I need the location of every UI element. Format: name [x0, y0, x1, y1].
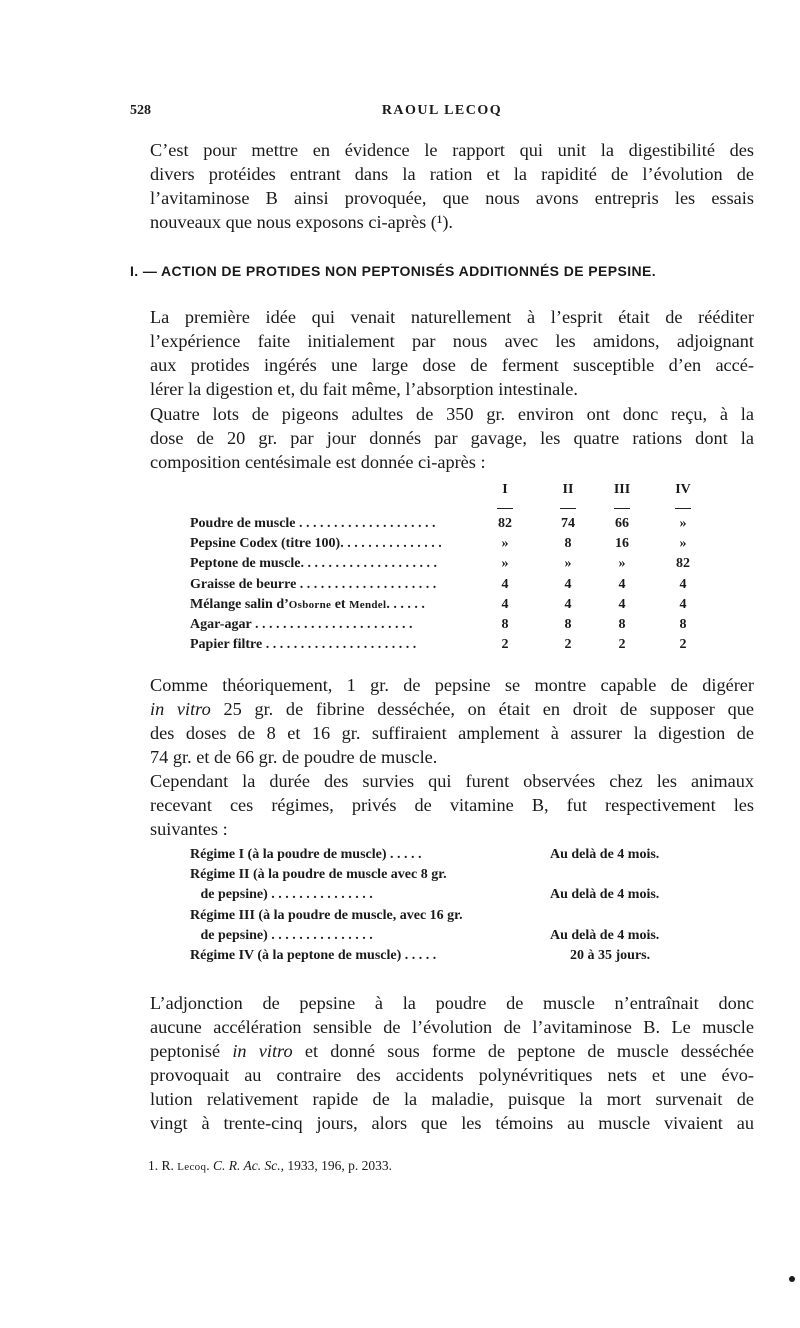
cell: »: [618, 556, 626, 572]
cell: 4: [564, 576, 572, 592]
cell: 82: [676, 556, 690, 572]
cell: 4: [564, 596, 572, 612]
list-item: [190, 908, 710, 928]
cell: 4: [501, 576, 509, 592]
cell: 2: [501, 637, 509, 653]
column-header: II: [562, 482, 574, 497]
footnote-author: Lecoq: [177, 1161, 207, 1173]
row-label: Papier filtre . . . . . . . . . . . . . . . . . . . . . .: [190, 637, 417, 653]
row-label: Mélange salin d’Osborne et Mendel. . . . . .: [190, 596, 425, 612]
paragraph-2: [130, 402, 754, 474]
text-line: recevant ces régimes, privés de vitamine B, fut respectivement les: [150, 795, 754, 815]
rule: [614, 508, 630, 509]
table-row: [170, 597, 730, 617]
text-line: Quatre lots de pigeons adultes de 350 gr. environ ont donc reçu, à la: [150, 404, 754, 424]
label-text: Peptone de muscle: [190, 556, 301, 572]
text-line: l’avitaminose B ainsi provoquée, que nous avons entrepris les essais: [150, 188, 754, 208]
table-row: [170, 577, 730, 597]
cell: »: [564, 556, 572, 572]
regime-text: de pepsine) . . . . . . . . . . . . . . .: [190, 927, 373, 943]
regime-text: Régime II (à la poudre de muscle avec 8 gr.: [190, 867, 447, 883]
text-line: [130, 210, 754, 234]
cell: 4: [618, 576, 626, 592]
text-line: aux protides ingérés une large dose de ferment susceptible d’en accé-: [150, 355, 754, 375]
text-line: composition centésimale est donnée ci-après :: [150, 452, 486, 472]
cell: 8: [501, 616, 509, 632]
regime-text: de pepsine) . . . . . . . . . . . . . . .: [190, 887, 373, 903]
cell: 2: [679, 637, 687, 653]
cell: »: [501, 536, 509, 552]
column-header: I: [502, 482, 508, 497]
rule: [497, 508, 513, 509]
label-text: et: [331, 596, 350, 612]
cell: 4: [679, 576, 687, 592]
author-name: Osborne: [288, 598, 332, 611]
cell: 2: [564, 637, 572, 653]
survival-result: 20 à 35 jours.: [570, 947, 651, 963]
survival-result: Au delà de 4 mois.: [550, 887, 660, 903]
table-row: [170, 556, 730, 576]
cell: 8: [564, 616, 572, 632]
text-line: Comme théoriquement, 1 gr. de pepsine se montre capable de digérer: [150, 675, 754, 695]
regime-text: Régime IV (à la peptone de muscle) . . . . .: [190, 947, 437, 963]
footnote-ref: (¹).: [430, 212, 453, 232]
label-text: Poudre de muscle: [190, 516, 296, 531]
italic-text: in vitro: [232, 1041, 293, 1061]
text-line: L’adjonction de pepsine à la poudre de muscle n’entraînait donc: [150, 993, 754, 1013]
list-item: [190, 847, 710, 867]
text-line: lérer la digestion et, du fait même, l’absorption intestinale.: [150, 379, 578, 399]
text-line: aucune accélération sensible de l’évolution de l’avitaminose B. Le muscle: [150, 1017, 754, 1037]
text-line: [130, 1039, 754, 1063]
footnote: 1. R. Lecoq. C. R. Ac. Sc., 1933, 196, p. 2033.: [148, 1158, 392, 1173]
cell: »: [501, 556, 509, 572]
row-label: Peptone de muscle. . . . . . . . . . . . . . . . . . . .: [190, 556, 437, 572]
italic-text: in vitro: [150, 699, 211, 719]
text-line: divers protéides entrant dans la ration et la rapidité de l’évolution de: [150, 164, 754, 184]
survival-result: Au delà de 4 mois.: [550, 927, 660, 943]
label-text: Agar-agar: [190, 616, 252, 632]
text-line: 74 gr. et de 66 gr. de poudre de muscle.: [150, 747, 438, 767]
list-item: [190, 887, 710, 907]
table-row: [170, 637, 730, 657]
cell: 4: [618, 596, 626, 612]
text-line: C’est pour mettre en évidence le rapport qui unit la digestibilité des: [150, 140, 754, 160]
composition-table: [170, 482, 730, 657]
author-name: Mendel: [349, 598, 387, 611]
table-row: [170, 516, 730, 536]
footnote-author-initial: R.: [161, 1158, 174, 1173]
regime-text: Régime III (à la poudre de muscle, avec 16 gr.: [190, 907, 463, 923]
list-item: [190, 928, 710, 948]
column-header: IV: [675, 482, 691, 497]
cell: 66: [615, 516, 629, 531]
scan-mark: [789, 1276, 795, 1282]
table-row: [170, 617, 730, 637]
rule: [560, 508, 576, 509]
text-line: des doses de 8 et 16 gr. suffiraient amplement à assurer la digestion de: [150, 723, 754, 743]
row-label: Poudre de muscle . . . . . . . . . . . . . . . . . . . .: [190, 516, 436, 531]
text-span: nouveaux que nous exposons ci-après: [150, 212, 427, 232]
list-item: [190, 867, 710, 887]
cell: 82: [498, 516, 512, 531]
section-heading: I. — ACTION DE PROTIDES NON PEPTONISÉS ADDITIONNÉS DE PEPSINE.: [130, 263, 657, 279]
table-row: [170, 536, 730, 556]
text-span: et donné sous forme de peptone de muscle desséchée: [292, 1041, 755, 1061]
footnote-citation: , 1933, 196, p. 2033.: [280, 1158, 392, 1173]
rule: [675, 508, 691, 509]
footnote-number: 1.: [148, 1158, 159, 1173]
regime-text: Régime I (à la poudre de muscle) . . . . .: [190, 847, 422, 862]
row-label: Graisse de beurre . . . . . . . . . . . . . . . . . . . .: [190, 576, 437, 592]
label-text: Mélange salin d’: [190, 596, 289, 612]
label-text: Papier filtre: [190, 637, 263, 653]
cell: 4: [679, 596, 687, 612]
page-number: 528: [130, 103, 151, 118]
text-line: provoquait au contraire des accidents polynévritiques nets et une évo-: [150, 1065, 754, 1085]
paragraph-1: [130, 305, 754, 401]
paragraph-5: [130, 991, 754, 1135]
text-line: Cependant la durée des survies qui furent observées chez les animaux: [150, 771, 754, 791]
text-line: suivantes :: [150, 819, 228, 839]
survival-list: [190, 847, 710, 968]
footnote-journal: C. R. Ac. Sc.: [213, 1158, 281, 1173]
survival-result: Au delà de 4 mois.: [550, 847, 660, 862]
list-item: [190, 948, 710, 968]
cell: 4: [501, 596, 509, 612]
header-rules: [170, 502, 730, 516]
cell: 16: [615, 536, 629, 552]
text-span: peptonisé: [150, 1041, 233, 1061]
label-text: Pepsine Codex (titre 100): [190, 536, 341, 552]
text-line: [130, 697, 754, 721]
running-title: RAOUL LECOQ: [381, 103, 503, 118]
text-line: vingt à trente-cinq jours, alors que les témoins au muscle vivaient au: [150, 1113, 754, 1133]
intro-paragraph: [130, 138, 754, 234]
row-label: Pepsine Codex (titre 100). . . . . . . . . . . . . . .: [190, 536, 442, 552]
cell: »: [679, 516, 687, 531]
row-label: Agar-agar . . . . . . . . . . . . . . . . . . . . . . .: [190, 616, 413, 632]
cell: 8: [618, 616, 626, 632]
paragraph-3: [130, 673, 754, 769]
cell: »: [679, 536, 687, 552]
text-line: dose de 20 gr. par jour donnés par gavage, les quatre rations dont la: [150, 428, 754, 448]
column-header: III: [613, 482, 631, 497]
cell: 8: [564, 536, 572, 552]
cell: 2: [618, 637, 626, 653]
cell: 8: [679, 616, 687, 632]
text-line: La première idée qui venait naturellement à l’esprit était de rééditer: [150, 307, 754, 327]
text-line: l’expérience faite initialement par nous avec les amidons, adjoignant: [150, 331, 754, 351]
table-header: [170, 482, 730, 502]
cell: 74: [561, 516, 575, 531]
paragraph-4: [130, 769, 754, 841]
text-span: 25 gr. de fibrine desséchée, on était en droit de supposer que: [210, 699, 754, 719]
page-header: [130, 103, 754, 123]
text-line: lution relativement rapide de la maladie, puisque la mort survenait de: [150, 1089, 754, 1109]
label-text: Graisse de beurre: [190, 576, 297, 592]
